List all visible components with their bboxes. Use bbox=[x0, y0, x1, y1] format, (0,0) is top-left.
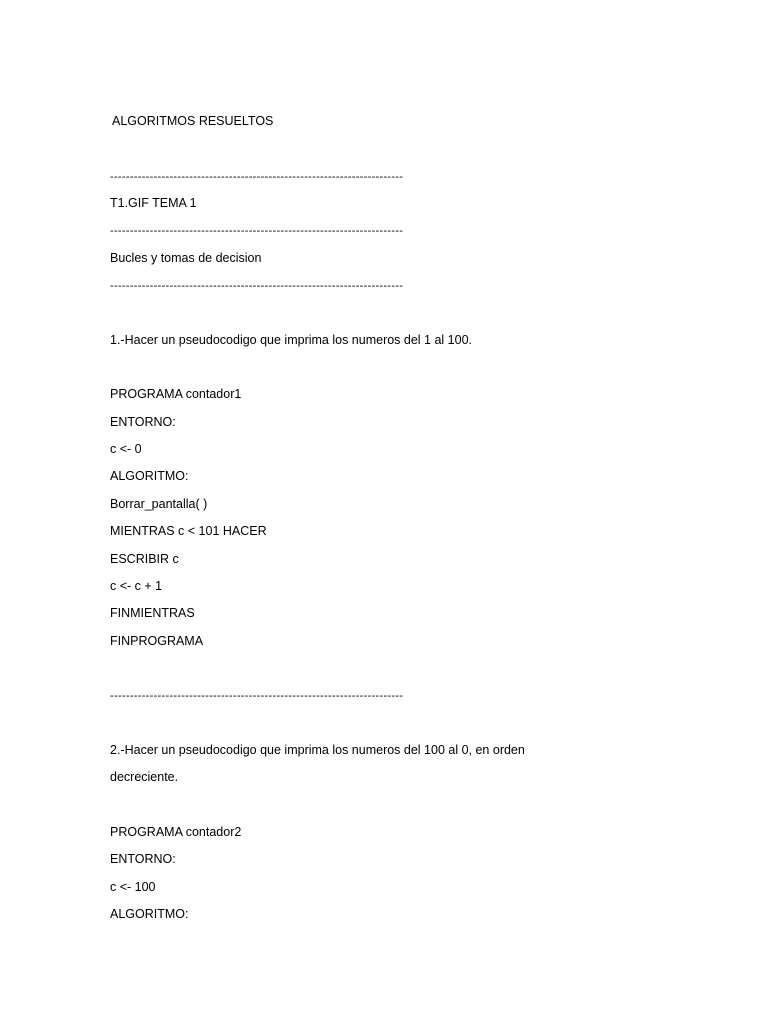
exercise-2-statement-line2: decreciente. bbox=[110, 770, 179, 784]
separator-line: -------------------------------------------------------------------------- bbox=[110, 225, 404, 237]
code-line: ENTORNO: bbox=[110, 415, 176, 429]
code-line: MIENTRAS c < 101 HACER bbox=[110, 524, 267, 538]
code-line: ALGORITMO: bbox=[110, 907, 189, 921]
code-line: ALGORITMO: bbox=[110, 469, 189, 483]
separator-line: -------------------------------------------------------------------------- bbox=[110, 280, 404, 292]
code-line: Borrar_pantalla( ) bbox=[110, 497, 208, 511]
exercise-1-statement: 1.-Hacer un pseudocodigo que imprima los numeros del 1 al 100. bbox=[110, 333, 473, 347]
code-line: ESCRIBIR c bbox=[110, 552, 179, 566]
code-line: c <- 100 bbox=[110, 880, 156, 894]
code-line: PROGRAMA contador1 bbox=[110, 387, 242, 401]
separator-line: -------------------------------------------------------------------------- bbox=[110, 690, 404, 702]
topic-heading: T1.GIF TEMA 1 bbox=[110, 196, 197, 210]
section-subtitle: Bucles y tomas de decision bbox=[110, 251, 262, 265]
exercise-2-statement-line1: 2.-Hacer un pseudocodigo que imprima los numeros del 100 al 0, en orden bbox=[110, 743, 525, 757]
document-title: ALGORITMOS RESUELTOS bbox=[112, 114, 274, 128]
code-line: PROGRAMA contador2 bbox=[110, 825, 242, 839]
code-line: FINPROGRAMA bbox=[110, 634, 204, 648]
code-line: c <- c + 1 bbox=[110, 579, 163, 593]
code-line: FINMIENTRAS bbox=[110, 606, 195, 620]
separator-line: -------------------------------------------------------------------------- bbox=[110, 171, 404, 183]
code-line: ENTORNO: bbox=[110, 852, 176, 866]
code-line: c <- 0 bbox=[110, 442, 142, 456]
